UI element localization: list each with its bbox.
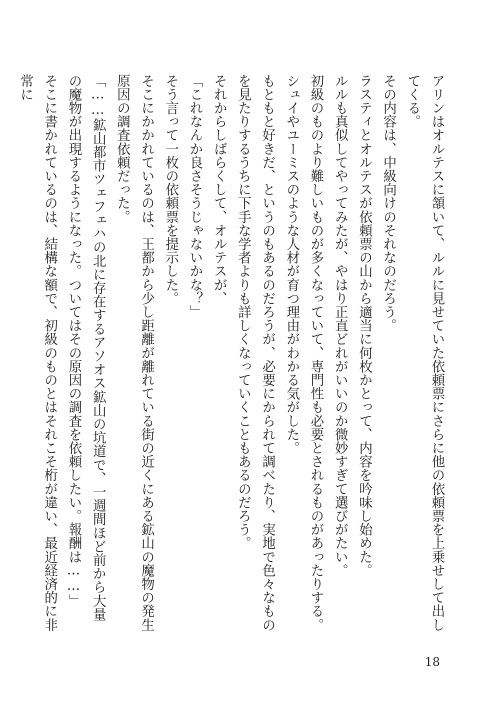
paragraph: その内容は、中級向けのそれなのだろう。	[380, 74, 396, 333]
paragraph: そこにかかれているのは、王都から少し距離が離れている街の近くにある鉱山の魔物の発生原因の調査依頼だった。	[114, 74, 154, 632]
paragraph: シュイやユーミスのような人材が育つ理由がわかる気がした。	[283, 74, 299, 455]
vertical-body-text	[17, 74, 448, 634]
paragraph: アリンはオルテスに頷いて、ルルに見せていた依頼票にさらに他の依頼票を上乗せして出してくる。	[404, 74, 444, 632]
paragraph: 「……鉱山都市ツェフェハの北に存在するアソオス鉱山の坑道で、一週間ほど前から大量の魔物が出現するようになった。ついてはその原因の調査を依頼したい。報酬は……」	[65, 74, 106, 622]
paragraph: ラスティとオルテスが依頼票の山から適当に何枚かとって、内容を吟味し始めた。	[356, 74, 372, 578]
paragraph: そこに書かれているのは、結構な額で、初級のものとはそれこそ桁が違い、最近経済的に非常に	[17, 74, 57, 632]
paragraph: もともと好きだ、というのもあるのだろうが、必要にかられて調べたり、実地で色々なものを見たりするうちに下手な学者よりも詳しくなっていくこともあるのだろう。	[235, 74, 275, 632]
paragraph: それからしばらくして、オルテスが、	[211, 74, 227, 306]
paragraph: 「これなんか良さそうじゃないかな？」	[186, 74, 202, 319]
page-number: 18	[424, 655, 440, 669]
paragraph: ルルも真似してやってみたが、やはり正直どれがいいのか微妙すぎて選びがたい。	[332, 74, 348, 578]
paragraph: 初級のものより難しいものが多くなっていて、専門性も必要とされるものがあったりする。	[307, 74, 323, 632]
paragraph: そう言って一枚の依頼票を提示した。	[162, 74, 178, 306]
